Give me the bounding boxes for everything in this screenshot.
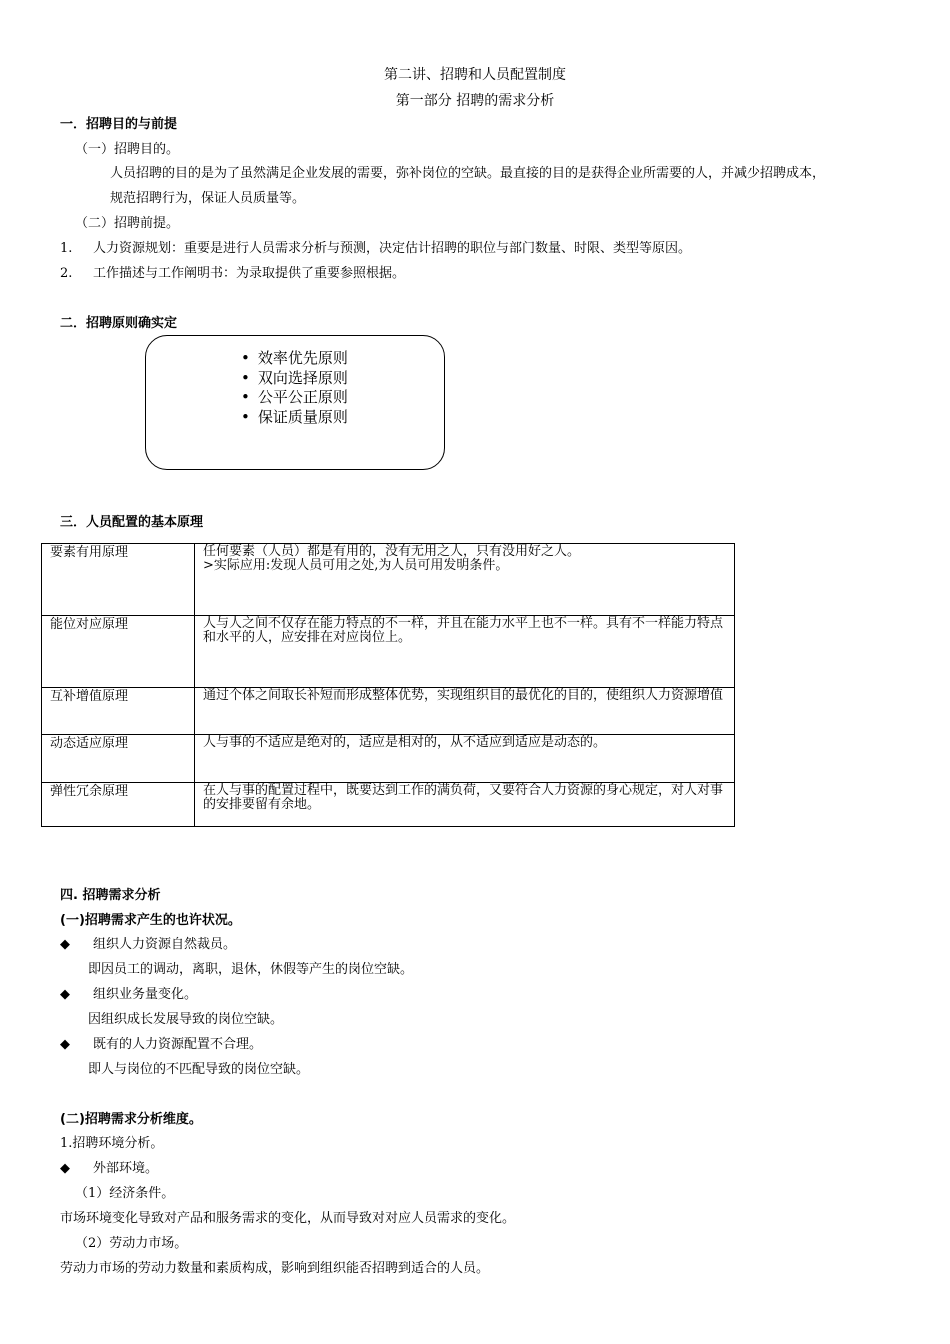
premise-label: （二）招聘前提。 — [75, 216, 180, 231]
demand-situations-heading: (一)招聘需求产生的也许状况。 — [60, 913, 241, 928]
section-1-heading: 一．招聘目的与前提 — [60, 117, 178, 132]
premise-item-2-number: 2. — [60, 266, 73, 281]
principle-name-cell: 要素有用原理 — [42, 544, 195, 616]
purpose-label: （一）招聘目的。 — [75, 142, 180, 157]
principle-item: • 保证质量原则 — [241, 408, 348, 428]
principle-name-cell: 能位对应原理 — [42, 616, 195, 688]
table-row — [42, 616, 735, 688]
section-4-heading: 四. 招聘需求分析 — [60, 888, 161, 903]
diamond-bullet-icon: ◆ — [60, 1161, 70, 1176]
table-row — [42, 544, 735, 616]
principle-desc-cell: 在人与事的配置过程中，既要达到工作的满负荷，又要符合人力资源的身心规定，对人对事的安排要留有余地。 — [195, 783, 735, 827]
premise-item-1-number: 1. — [60, 241, 73, 256]
principle-desc-application: >实际应用:发现人员可用之处,为人员可用发明条件。 — [203, 558, 509, 573]
analysis-dimensions-heading: (二)招聘需求分析维度。 — [60, 1112, 202, 1127]
table-row — [42, 783, 735, 827]
table-row — [42, 688, 735, 735]
page-title: 第二讲、招聘和人员配置制度 — [384, 67, 566, 83]
principle-desc: 任何要素（人员）都是有用的，没有无用之人，只有没用好之人。 — [203, 544, 581, 559]
diamond-bullet-icon: ◆ — [60, 1037, 70, 1052]
diamond-bullet-icon: ◆ — [60, 987, 70, 1002]
economic-conditions: （1）经济条件。 — [75, 1186, 175, 1201]
principle-desc-cell: 人与人之间不仅存在能力特点的不一样，并且在能力水平上也不一样。具有不一样能力特点和水平的人，应安排在对应岗位上。 — [195, 616, 735, 688]
economic-conditions-desc: 市场环境变化导致对产品和服务需求的变化，从而导致对对应人员需求的变化。 — [60, 1211, 516, 1226]
principle-name-cell: 动态适应原理 — [42, 735, 195, 783]
situation-2: 组织业务量变化。 — [93, 987, 198, 1002]
principle-desc-cell: 人与事的不适应是绝对的，适应是相对的，从不适应到适应是动态的。 — [195, 735, 735, 783]
section-3-heading: 三．人员配置的基本原理 — [60, 515, 204, 530]
principles-box — [145, 335, 445, 470]
labor-market: （2）劳动力市场。 — [75, 1236, 188, 1251]
purpose-text-line2: 规范招聘行为，保证人员质量等。 — [110, 191, 306, 206]
table-row — [42, 735, 735, 783]
page-subtitle: 第一部分 招聘的需求分析 — [395, 93, 555, 109]
principles-table — [41, 543, 735, 827]
diamond-bullet-icon: ◆ — [60, 937, 70, 952]
premise-item-1-text: 人力资源规划：重要是进行人员需求分析与预测，决定估计招聘的职位与部门数量、时限、类型等原因。 — [93, 241, 692, 256]
purpose-text-line1: 人员招聘的目的是为了虽然满足企业发展的需要，弥补岗位的空缺。最直接的目的是获得企业所需要的人，并减少招聘成本， — [110, 166, 826, 181]
situation-1-desc: 即因员工的调动，离职，退休，休假等产生的岗位空缺。 — [88, 962, 414, 977]
principle-desc-cell — [195, 544, 735, 616]
principles-list — [241, 349, 348, 427]
situation-2-desc: 因组织成长发展导致的岗位空缺。 — [88, 1012, 284, 1027]
labor-market-desc: 劳动力市场的劳动力数量和素质构成，影响到组织能否招聘到适合的人员。 — [60, 1261, 490, 1276]
principle-name-cell: 互补增值原理 — [42, 688, 195, 735]
environment-analysis: 1.招聘环境分析。 — [60, 1136, 164, 1151]
principle-item: • 公平公正原则 — [241, 388, 348, 408]
principle-item: • 效率优先原则 — [241, 349, 348, 369]
principle-desc-cell: 通过个体之间取长补短而形成整体优势，实现组织目的最优化的目的，使组织人力资源增值 — [195, 688, 735, 735]
premise-item-2-text: 工作描述与工作阐明书：为录取提供了重要参照根据。 — [93, 266, 406, 281]
situation-3-desc: 即人与岗位的不匹配导致的岗位空缺。 — [88, 1062, 310, 1077]
principle-name-cell: 弹性冗余原理 — [42, 783, 195, 827]
situation-1: 组织人力资源自然裁员。 — [93, 937, 237, 952]
situation-3: 既有的人力资源配置不合理。 — [93, 1037, 263, 1052]
section-2-heading: 二．招聘原则确实定 — [60, 316, 178, 331]
external-environment: 外部环境。 — [93, 1161, 159, 1176]
principle-item: • 双向选择原则 — [241, 369, 348, 389]
